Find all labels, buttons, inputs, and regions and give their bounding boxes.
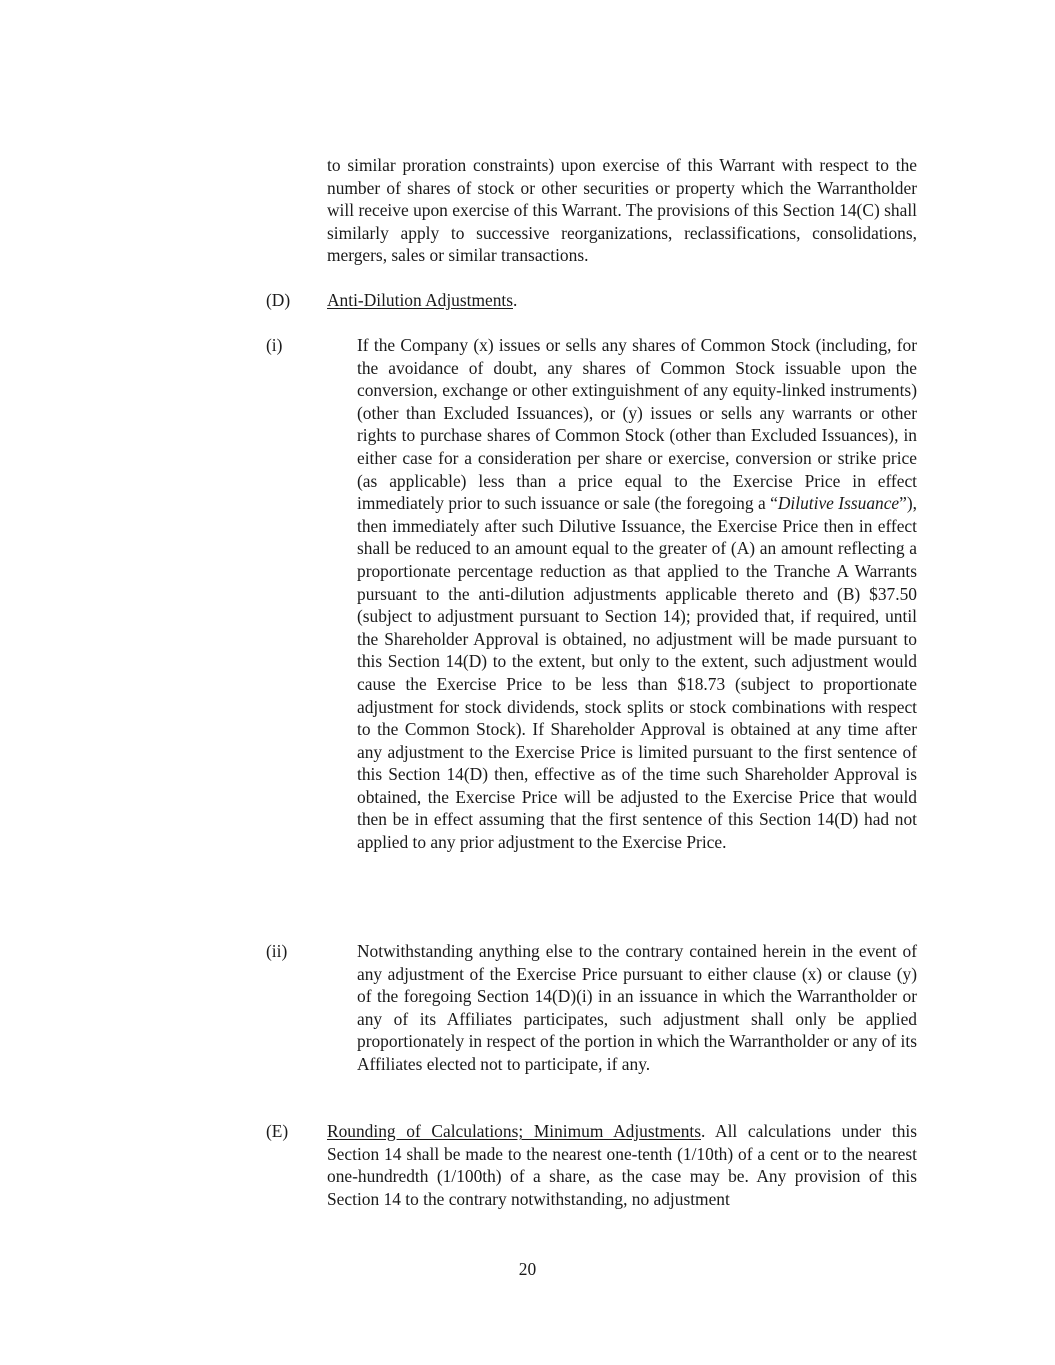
item-i-text-a: If the Company (x) issues or sells any shares of Common Stock (including, for the avoidance of doubt, any shares of Common Stock issuable upon the conversion, exchange or other extinguishment of any equity-linked instruments) (other than Excluded Issuances), or (y) issues or sells any warrants or other rights to purchase shares of Common Stock (other than Excluded Issuances), in either case for a consideration per share or exercise, conversion or strike price (as applicable) less than a price equal to the Exercise Price in effect immediately prior to such issuance or sale (the foregoing a “	[357, 335, 917, 514]
item-i-text-b: ”), then immediately after such Dilutive Issuance, the Exercise Price then in effect shall be reduced to an amount equal to the greater of (A) an amount reflecting a proportionate percentage reduction as that applied to the Tranche A Warrants pursuant to the anti-dilution adjustments applicable thereto and (B) $37.50 (subject to adjustment pursuant to Section 14); provided that, if required, until the Shareholder Approval is obtained, no adjustment will be made pursuant to this Section 14(D) to the extent, but only to the extent, such adjustment would cause the Exercise Price to be less than $18.73 (subject to proportionate adjustment for stock dividends, stock splits or stock combinations with respect to the Common Stock). If Shareholder Approval is obtained at any time after any adjustment to the Exercise Price is limited pursuant to the first sentence of this Section 14(D) then, effective as of the time such Shareholder Approval is obtained, the Exercise Price will be adjusted to the Exercise Price that would then be in effect assuming that the first sentence of this Section 14(D) had not applied to any prior adjustment to the Exercise Price.	[357, 493, 918, 853]
section-e-label: (E)	[266, 1121, 289, 1141]
section-d-label: (D)	[266, 290, 291, 310]
item-ii-label: (ii)	[266, 941, 288, 961]
section-e-heading: Rounding of Calculations; Minimum Adjustments	[327, 1121, 701, 1141]
section-d-heading-period: .	[513, 290, 518, 310]
item-ii-paragraph: Notwithstanding anything else to the contrary contained herein in the event of any adjustment of the Exercise Price pursuant to either clause (x) or clause (y) of the foregoing Section 14(D)(i) in an issuance in which the Warrantholder or any of its Affiliates participates, such adjustment shall only be applied proportionately in respect of the portion in which the Warrantholder or any of its Affiliates elected not to participate, if any.	[357, 941, 917, 1074]
dilutive-issuance-term: Dilutive Issuance	[777, 493, 900, 514]
page-number: 20	[518, 1259, 537, 1279]
section-d-heading: Anti-Dilution Adjustments	[327, 290, 513, 310]
item-i-label: (i)	[266, 335, 283, 355]
section-d-heading-line	[327, 289, 917, 312]
section-e-paragraph	[327, 1120, 917, 1210]
item-i-paragraph	[357, 334, 917, 854]
intro-paragraph: to similar proration constraints) upon exercise of this Warrant with respect to the number of shares of stock or other securities or property which the Warrantholder will receive upon exercise of this Warrant. The provisions of this Section 14(C) shall similarly apply to successive reorganizations, reclassifications, consolidations, mergers, sales or similar transactions.	[327, 155, 917, 266]
section-e-text: . All calculations under this Section 14 shall be made to the nearest one-tenth (1/10th) of a cent or to the nearest one-hundredth (1/100th) of a share, as the case may be. Any provision of this Section 14 to the contrary notwithstanding, no adjustment	[327, 1121, 917, 1209]
